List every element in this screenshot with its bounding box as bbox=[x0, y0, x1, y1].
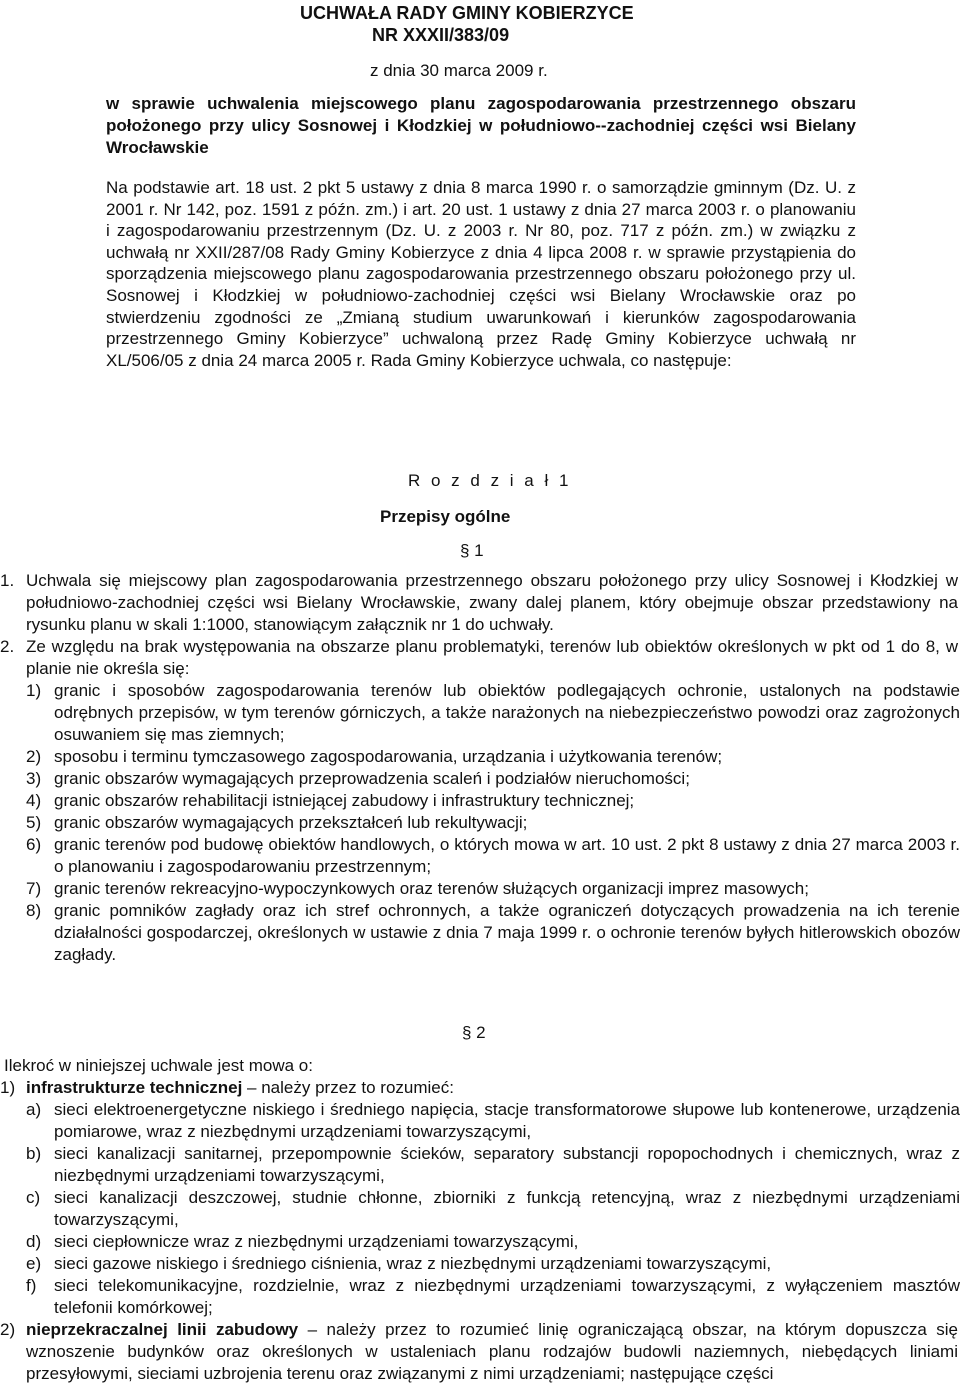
definition-item bbox=[0, 1319, 958, 1385]
item-text: sieci ciepłownicze wraz z niezbędnymi urządzeniami towarzyszącymi, bbox=[54, 1232, 579, 1251]
resolution-subject: w sprawie uchwalenia miejscowego planu zagospodarowania przestrzennego obszaru położonego przy ulicy Sosnowej i Kłodzkiej w południowo--zachodniej części wsi Bielany Wrocławskie bbox=[106, 94, 856, 157]
resolution-number: NR XXXII/383/09 bbox=[372, 25, 510, 45]
list-item bbox=[4, 768, 960, 790]
paragraph-1-label: § 1 bbox=[460, 541, 484, 560]
item-number: 2) bbox=[26, 747, 42, 766]
item-letter: e) bbox=[26, 1254, 42, 1273]
item-number: 2) bbox=[0, 1320, 16, 1339]
list-item bbox=[4, 812, 960, 834]
item-number: 4) bbox=[26, 791, 42, 810]
item-text: granic obszarów wymagających przekształceń lub rekultywacji; bbox=[54, 813, 528, 832]
definition-item bbox=[0, 1077, 958, 1099]
item-letter: b) bbox=[26, 1144, 42, 1163]
item-number: 1) bbox=[0, 1078, 16, 1097]
preamble: Na podstawie art. 18 ust. 2 pkt 5 ustawy z dnia 8 marca 1990 r. o samorządzie gminnym (Dz. U. z 2001 r. Nr 142, poz. 1591 z późn. zm.) i art. 20 ust. 1 ustawy z dnia 27 marca 2003 r. o planowaniu i zagospodarowaniu przestrzennym (Dz. U. z 2003 r. Nr 80, poz. 717 z późn. zm.) w związku z uchwałą nr XXII/287/08 Rady Gminy Kobierzyce z dnia 4 lipca 2008 r. w sprawie przystąpienia do sporządzenia miejscowego planu zagospodarowania przestrzennego obszaru położonego przy ul. Sosnowej i Kłodzkiej w południowo-zachodniej części wsi Bielany Wrocławskie oraz po stwierdzeniu zgodności ze „Zmianą studium uwarunkowań i kierunków zagospodarowania przestrzennego Gminy Kobierzyce” uchwaloną przez Radę Gminy Kobierzyce uchwałą nr XL/506/05 z dnia 24 marca 2005 r. Rada Gminy Kobierzyce uchwala, co następuje: bbox=[106, 178, 856, 370]
list-item bbox=[4, 1143, 960, 1187]
item-number: 5) bbox=[26, 813, 42, 832]
item-letter: f) bbox=[26, 1276, 37, 1295]
item-text: granic obszarów wymagających przeprowadzenia scaleń i podziałów nieruchomości; bbox=[54, 769, 690, 788]
definition-text bbox=[26, 1077, 958, 1099]
item-number: 2. bbox=[0, 637, 15, 656]
list-item bbox=[4, 878, 960, 900]
item-text: granic obszarów rehabilitacji istniejącej zabudowy i infrastruktury technicznej; bbox=[54, 791, 635, 810]
item-text: granic pomników zagłady oraz ich stref ochronnych, a także ograniczeń dotyczących prowadzenia na ich terenie działalności gospodarczej, określonych w ustawie z dnia 7 maja 1999 r. o ochronie terenów byłych hitlerowskich obozów zagłady. bbox=[54, 901, 960, 964]
item-number: 3) bbox=[26, 769, 42, 788]
list-item bbox=[4, 790, 960, 812]
item-number: 7) bbox=[26, 879, 42, 898]
definition-body: – należy przez to rozumieć: bbox=[242, 1078, 454, 1097]
list-item bbox=[4, 746, 960, 768]
item-text: Uchwala się miejscowy plan zagospodarowania przestrzennego obszaru położonego przy ulicy Sosnowej i Kłodzkiej w południowo-zachodniej części wsi Bielany Wrocławskie, zwany dalej planem, który obejmuje obszar przedstawiony na rysunku planu w skali 1:1000, stanowiącym załącznik nr 1 do uchwały. bbox=[26, 571, 958, 634]
item-number: 6) bbox=[26, 835, 42, 854]
item-text: sieci telekomunikacyjne, rozdzielnie, wraz z niezbędnymi urządzeniami towarzyszącymi, z wyłączeniem masztów telefonii komórkowej; bbox=[54, 1276, 960, 1317]
list-item bbox=[0, 636, 958, 680]
item-letter: d) bbox=[26, 1232, 42, 1251]
definition-term: infrastrukturze technicznej bbox=[26, 1078, 243, 1097]
paragraph-2-body bbox=[0, 1055, 960, 1385]
paragraph-1-body bbox=[0, 570, 960, 966]
item-text: granic terenów rekreacyjno-wypoczynkowych oraz terenów służących organizacji imprez masowych; bbox=[54, 879, 809, 898]
list-item bbox=[4, 834, 960, 878]
chapter-title: Przepisy ogólne bbox=[380, 507, 511, 526]
resolution-date: z dnia 30 marca 2009 r. bbox=[370, 61, 548, 80]
item-letter: c) bbox=[26, 1188, 41, 1207]
item-text: sposobu i terminu tymczasowego zagospodarowania, urządzania i użytkowania terenów; bbox=[54, 747, 723, 766]
definition-body: – należy przez to rozumieć linię ograniczającą obszar, na którym dopuszcza się wznoszenie budynków oraz określonych w ustaleniach planu rodzajów budowli naziemnych, niebędących liniami przesyłowymi, sieciami uzbrojenia terenu oraz związanymi z nimi urządzeniami; następujące części bbox=[26, 1320, 958, 1383]
item-number: 8) bbox=[26, 901, 42, 920]
list-item bbox=[4, 680, 960, 746]
list-item bbox=[4, 1099, 960, 1143]
item-number: 1. bbox=[0, 571, 15, 590]
item-text: sieci kanalizacji deszczowej, studnie chłonne, zbiorniki z funkcją retencyjną, wraz z niezbędnymi urządzeniami towarzyszącymi, bbox=[54, 1188, 960, 1229]
item-text: sieci kanalizacji sanitarnej, przepompownie ścieków, separatory substancji ropopochodnych i chemicznych, wraz z niezbędnymi urządzeniami towarzyszącymi, bbox=[54, 1144, 960, 1185]
document-title: UCHWAŁA RADY GMINY KOBIERZYCE bbox=[300, 3, 634, 23]
list-item bbox=[4, 1275, 960, 1319]
item-text: granic i sposobów zagospodarowania terenów lub obiektów podlegających ochronie, ustalonych na podstawie odrębnych przepisów, w tym terenów górniczych, a także narażonych na niebezpieczeństwo powodzi oraz zagrożonych osuwaniem się mas ziemnych; bbox=[54, 681, 960, 744]
item-number: 1) bbox=[26, 681, 42, 700]
list-item bbox=[4, 1253, 960, 1275]
definition-term: nieprzekraczalnej linii zabudowy bbox=[26, 1320, 299, 1339]
paragraph-2-label: § 2 bbox=[462, 1023, 486, 1042]
list-item bbox=[4, 1231, 960, 1253]
list-item bbox=[0, 570, 958, 636]
chapter-label: R o z d z i a ł 1 bbox=[408, 471, 572, 490]
definition-text bbox=[26, 1319, 958, 1385]
item-text: granic terenów pod budowę obiektów handlowych, o których mowa w art. 10 ust. 2 pkt 8 ustawy z dnia 27 marca 2003 r. o planowaniu i zagospodarowaniu przestrzennym; bbox=[54, 835, 960, 876]
list-item bbox=[4, 900, 960, 966]
item-letter: a) bbox=[26, 1100, 42, 1119]
item-text: Ze względu na brak występowania na obszarze planu problematyki, terenów lub obiektów określonych w pkt od 1 do 8, w planie nie określa się: bbox=[26, 637, 958, 678]
item-text: sieci gazowe niskiego i średniego ciśnienia, wraz z niezbędnymi urządzeniami towarzyszącymi, bbox=[54, 1254, 772, 1273]
item-text: sieci elektroenergetyczne niskiego i średniego napięcia, stacje transformatorowe słupowe lub kontenerowe, urządzenia pomiarowe, wraz z niezbędnymi urządzeniami towarzyszącymi, bbox=[54, 1100, 960, 1141]
definitions-intro: Ilekroć w niniejszej uchwale jest mowa o: bbox=[4, 1056, 313, 1075]
list-item bbox=[4, 1187, 960, 1231]
